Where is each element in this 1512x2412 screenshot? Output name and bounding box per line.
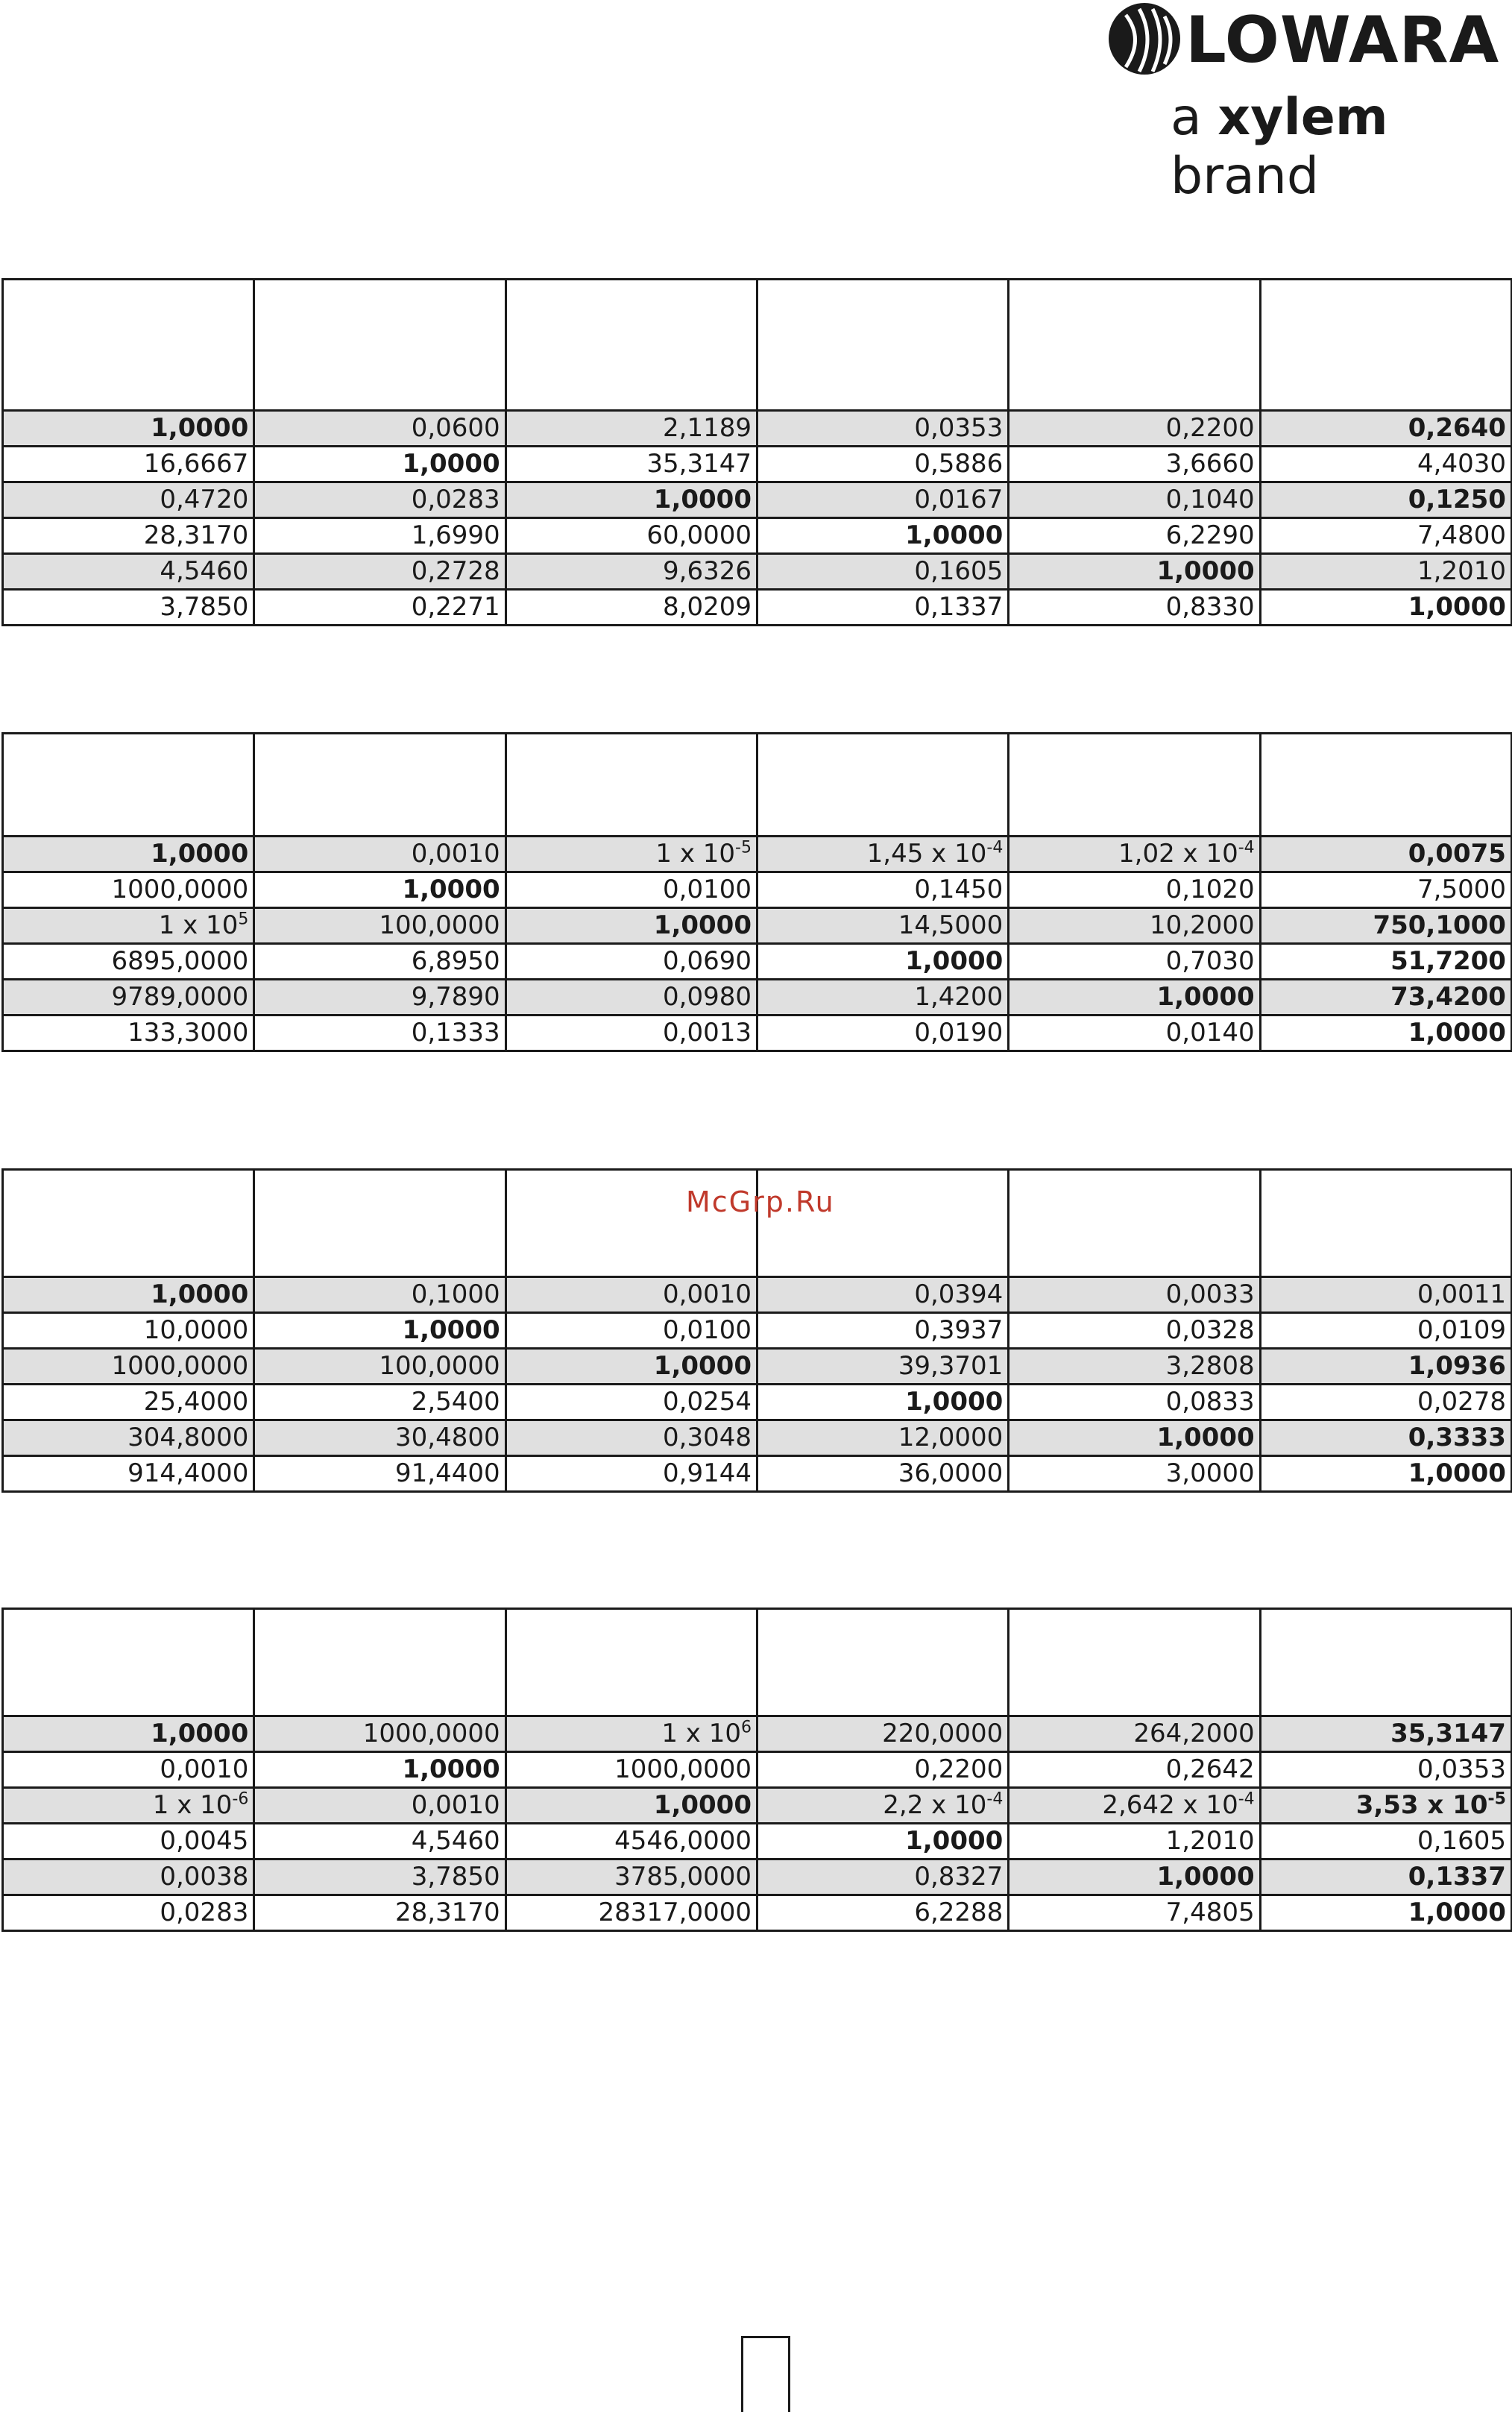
table-cell: 0,0010	[505, 1277, 757, 1313]
table-cell: 0,3048	[505, 1420, 757, 1456]
table-cell: 4,5460	[254, 1824, 505, 1860]
table-cell: 2,642 x $10^{-4}$	[1009, 1788, 1260, 1824]
table-cell: 91,4400	[254, 1456, 505, 1492]
table-cell: 0,2200	[757, 1752, 1008, 1788]
table-cell: 304,8000	[3, 1420, 254, 1456]
table-cell: 3,2808	[1009, 1349, 1260, 1385]
table-cell: 1,0000	[1260, 1456, 1511, 1492]
table-cell: 0,2728	[254, 554, 505, 590]
table-row	[3, 482, 1512, 518]
table-cell: 1000,0000	[3, 1349, 254, 1385]
table-row	[3, 1385, 1512, 1420]
table-cell: 2,1189	[505, 411, 757, 447]
table-cell: 1,0000	[505, 908, 757, 944]
table-cell: 1000,0000	[254, 1716, 505, 1752]
table-cell: 3,0000	[1009, 1456, 1260, 1492]
table-row	[3, 590, 1512, 626]
table-cell: 0,1250	[1260, 482, 1511, 518]
table-cell: 0,1000	[254, 1277, 505, 1313]
conversion-table-pressure	[1, 732, 1512, 1052]
table-cell: 0,2271	[254, 590, 505, 626]
table-header-row	[3, 280, 1512, 411]
table-cell: 1000,0000	[3, 872, 254, 908]
table-cell: 914,4000	[3, 1456, 254, 1492]
table-cell: 0,0254	[505, 1385, 757, 1420]
table-cell: 0,0140	[1009, 1016, 1260, 1051]
brand-tagline: a xylem brand	[1171, 88, 1388, 206]
watermark: McGrp.Ru	[686, 1185, 835, 1218]
table-cell: 0,7030	[1009, 944, 1260, 980]
table-cell: 1,0000	[254, 1313, 505, 1349]
table-cell: 0,1020	[1009, 872, 1260, 908]
table-cell: 1,0000	[3, 1277, 254, 1313]
table-cell: 1,0000	[1260, 1016, 1511, 1051]
header-cell	[254, 1609, 505, 1716]
table-cell: 264,2000	[1009, 1716, 1260, 1752]
conversion-table-flow	[1, 278, 1512, 626]
table-row	[3, 411, 1512, 447]
header-cell	[1260, 734, 1511, 837]
table-cell: 0,0033	[1009, 1277, 1260, 1313]
table-cell: 0,0010	[254, 1788, 505, 1824]
table-cell: 1,0000	[254, 447, 505, 482]
table-row	[3, 908, 1512, 944]
table-row	[3, 1788, 1512, 1824]
table-cell: 0,0278	[1260, 1385, 1511, 1420]
table-cell: 0,2200	[1009, 411, 1260, 447]
table-header-row	[3, 1609, 1512, 1716]
table-cell: 1,0000	[3, 837, 254, 872]
table-cell: 1 x $10^5$	[3, 908, 254, 944]
table-cell: 1,0000	[1009, 1860, 1260, 1895]
table-cell: 1,0000	[757, 1385, 1008, 1420]
table-cell: 0,3333	[1260, 1420, 1511, 1456]
table-cell: 9,7890	[254, 980, 505, 1016]
header-cell	[3, 280, 254, 411]
table-row	[3, 554, 1512, 590]
table-cell: 12,0000	[757, 1420, 1008, 1456]
header-cell	[1009, 734, 1260, 837]
table-row	[3, 837, 1512, 872]
header-cell	[254, 280, 505, 411]
table-cell: 6,2288	[757, 1895, 1008, 1931]
table-row	[3, 1277, 1512, 1313]
table-cell: 0,0010	[3, 1752, 254, 1788]
table-cell: 0,0190	[757, 1016, 1008, 1051]
table-cell: 0,3937	[757, 1313, 1008, 1349]
table-cell: 1 x $10^{-5}$	[505, 837, 757, 872]
header-cell	[3, 1609, 254, 1716]
table-cell: 35,3147	[505, 447, 757, 482]
table-row	[3, 447, 1512, 482]
table-cell: 0,0353	[1260, 1752, 1511, 1788]
table-cell: 2,5400	[254, 1385, 505, 1420]
header-cell	[254, 1170, 505, 1277]
header-cell	[757, 734, 1008, 837]
table-cell: 39,3701	[757, 1349, 1008, 1385]
table-row	[3, 1716, 1512, 1752]
table-cell: 1,4200	[757, 980, 1008, 1016]
table-cell: 0,1040	[1009, 482, 1260, 518]
table-cell: 1,0936	[1260, 1349, 1511, 1385]
table-cell: 1,0000	[757, 1824, 1008, 1860]
table-cell: 28,3170	[3, 518, 254, 554]
table-cell: 1,2010	[1009, 1824, 1260, 1860]
table-cell: 0,0013	[505, 1016, 757, 1051]
table-cell: 1,0000	[3, 411, 254, 447]
table-cell: 51,7200	[1260, 944, 1511, 980]
table-row	[3, 1313, 1512, 1349]
table-cell: 6,2290	[1009, 518, 1260, 554]
table-cell: 1,0000	[757, 518, 1008, 554]
table-cell: 1,0000	[1009, 980, 1260, 1016]
table-cell: 28,3170	[254, 1895, 505, 1931]
table-cell: 3785,0000	[505, 1860, 757, 1895]
conversion-table-volume	[1, 1608, 1512, 1932]
table-cell: 0,0394	[757, 1277, 1008, 1313]
table-cell: 25,4000	[3, 1385, 254, 1420]
header-cell	[505, 280, 757, 411]
table-cell: 750,1000	[1260, 908, 1511, 944]
table-cell: 1,0000	[1009, 554, 1260, 590]
table-cell: 0,8327	[757, 1860, 1008, 1895]
table-cell: 4,5460	[3, 554, 254, 590]
header-cell	[505, 1609, 757, 1716]
table-cell: 0,0109	[1260, 1313, 1511, 1349]
table-row	[3, 518, 1512, 554]
table-cell: 7,5000	[1260, 872, 1511, 908]
table-row	[3, 1349, 1512, 1385]
table-cell: 3,7850	[254, 1860, 505, 1895]
table-row	[3, 1456, 1512, 1492]
table-cell: 0,0600	[254, 411, 505, 447]
table-cell: 0,2642	[1009, 1752, 1260, 1788]
table-cell: 6895,0000	[3, 944, 254, 980]
table-row	[3, 1895, 1512, 1931]
table-row	[3, 980, 1512, 1016]
table-cell: 0,2640	[1260, 411, 1511, 447]
header-cell	[3, 1170, 254, 1277]
table-cell: 2,2 x $10^{-4}$	[757, 1788, 1008, 1824]
brand-name: LOWARA	[1185, 3, 1500, 78]
header-cell	[757, 1609, 1008, 1716]
table-cell: 1,6990	[254, 518, 505, 554]
table-cell: 0,0833	[1009, 1385, 1260, 1420]
table-cell: 100,0000	[254, 908, 505, 944]
table-cell: 0,1605	[1260, 1824, 1511, 1860]
table-cell: 0,0011	[1260, 1277, 1511, 1313]
lowara-swirl-icon	[1103, 0, 1185, 82]
table-cell: 0,0167	[757, 482, 1008, 518]
header-cell	[757, 280, 1008, 411]
table-cell: 0,9144	[505, 1456, 757, 1492]
table-cell: 10,2000	[1009, 908, 1260, 944]
table-cell: 6,8950	[254, 944, 505, 980]
brand-logo	[1089, 0, 1500, 206]
table-cell: 0,8330	[1009, 590, 1260, 626]
table-cell: 36,0000	[757, 1456, 1008, 1492]
table-cell: 1,02 x $10^{-4}$	[1009, 837, 1260, 872]
table-cell: 30,4800	[254, 1420, 505, 1456]
table-cell: 0,0010	[254, 837, 505, 872]
table-cell: 0,0100	[505, 872, 757, 908]
header-cell	[1009, 280, 1260, 411]
table-cell: 0,0075	[1260, 837, 1511, 872]
table-cell: 0,0353	[757, 411, 1008, 447]
table-cell: 1,0000	[1009, 1420, 1260, 1456]
header-cell	[3, 734, 254, 837]
table-cell: 0,1337	[1260, 1860, 1511, 1895]
table-cell: 1,0000	[1260, 1895, 1511, 1931]
table-cell: 0,1333	[254, 1016, 505, 1051]
table-cell: 0,0690	[505, 944, 757, 980]
header-cell	[1260, 1170, 1511, 1277]
table-cell: 0,0328	[1009, 1313, 1260, 1349]
table-row	[3, 872, 1512, 908]
table-cell: 1,0000	[254, 872, 505, 908]
table-cell: 1000,0000	[505, 1752, 757, 1788]
table-cell: 4546,0000	[505, 1824, 757, 1860]
table-row	[3, 1860, 1512, 1895]
table-cell: 10,0000	[3, 1313, 254, 1349]
table-row	[3, 1824, 1512, 1860]
table-cell: 9789,0000	[3, 980, 254, 1016]
table-cell: 7,4800	[1260, 518, 1511, 554]
table-cell: 1,0000	[1260, 590, 1511, 626]
table-cell: 0,5886	[757, 447, 1008, 482]
table-cell: 0,1450	[757, 872, 1008, 908]
table-cell: 0,0045	[3, 1824, 254, 1860]
page-number-box	[741, 2336, 790, 2412]
table-cell: 1 x $10^6$	[505, 1716, 757, 1752]
table-cell: 14,5000	[757, 908, 1008, 944]
table-cell: 60,0000	[505, 518, 757, 554]
table-cell: 9,6326	[505, 554, 757, 590]
table-cell: 1,0000	[505, 1788, 757, 1824]
table-cell: 0,0283	[254, 482, 505, 518]
table-cell: 0,0100	[505, 1313, 757, 1349]
table-cell: 0,1605	[757, 554, 1008, 590]
table-cell: 28317,0000	[505, 1895, 757, 1931]
table-cell: 1,0000	[505, 1349, 757, 1385]
table-cell: 4,4030	[1260, 447, 1511, 482]
table-cell: 0,4720	[3, 482, 254, 518]
header-cell	[1009, 1170, 1260, 1277]
table-cell: 3,7850	[3, 590, 254, 626]
table-cell: 1,0000	[3, 1716, 254, 1752]
table-cell: 0,0283	[3, 1895, 254, 1931]
table-cell: 1,0000	[254, 1752, 505, 1788]
table-cell: 100,0000	[254, 1349, 505, 1385]
table-row	[3, 1752, 1512, 1788]
table-cell: 0,0038	[3, 1860, 254, 1895]
table-cell: 1,2010	[1260, 554, 1511, 590]
header-cell	[1260, 280, 1511, 411]
table-row	[3, 1420, 1512, 1456]
table-cell: 133,3000	[3, 1016, 254, 1051]
header-cell	[505, 734, 757, 837]
table-row	[3, 944, 1512, 980]
table-header-row	[3, 734, 1512, 837]
table-cell: 220,0000	[757, 1716, 1008, 1752]
table-cell: 73,4200	[1260, 980, 1511, 1016]
table-cell: 35,3147	[1260, 1716, 1511, 1752]
table-cell: 1,45 x $10^{-4}$	[757, 837, 1008, 872]
table-cell: 3,53 x $10^{-5}$	[1260, 1788, 1511, 1824]
table-cell: 1,0000	[505, 482, 757, 518]
table-cell: 7,4805	[1009, 1895, 1260, 1931]
header-cell	[1009, 1609, 1260, 1716]
table-cell: 1,0000	[757, 944, 1008, 980]
table-cell: 8,0209	[505, 590, 757, 626]
header-cell	[1260, 1609, 1511, 1716]
header-cell	[254, 734, 505, 837]
table-cell: 16,6667	[3, 447, 254, 482]
table-cell: 3,6660	[1009, 447, 1260, 482]
table-cell: 1 x $10^{-6}$	[3, 1788, 254, 1824]
table-cell: 0,1337	[757, 590, 1008, 626]
table-row	[3, 1016, 1512, 1051]
table-cell: 0,0980	[505, 980, 757, 1016]
